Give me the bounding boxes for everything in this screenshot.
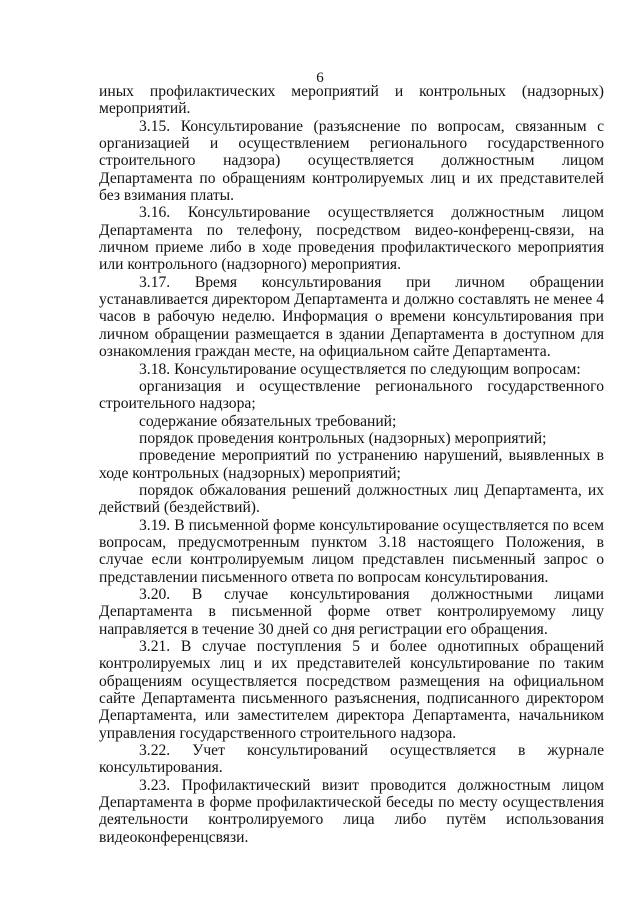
paragraph-3-20: 3.20. В случае консультирования должностными лицами Департамента в письменной форме ответ контролируемому лицу направляется в течение 30 дней со дня регистрации его обращения. <box>99 585 604 638</box>
paragraph-3-15: 3.15. Консультирование (разъяснение по вопросам, связанным с организацией и осуществлением регионального государственного строительного надзора) осуществляется должностным лицом Департамента по обращениям контролируемых лиц и их представителей без взимания платы. <box>99 117 604 205</box>
list-item-consulting-topic: порядок проведения контрольных (надзорных) мероприятий; <box>139 429 547 447</box>
paragraph-3-22: 3.22. Учет консультирований осуществляется в журнале консультирования. <box>99 742 604 777</box>
list-item-consulting-topic: организация и осуществление регионального государственного строительного надзора; <box>99 377 604 413</box>
document-body <box>99 83 604 846</box>
paragraph-3-16: 3.16. Консультирование осуществляется должностным лицом Департамента по телефону, посредством видео-конференц-связи, на личном приеме либо в ходе проведения профилактического мероприятия или контрольного (надзорного) мероприятия. <box>99 204 604 274</box>
paragraph-continuation: иных профилактических мероприятий и контрольных (надзорных) мероприятий. <box>99 83 604 118</box>
paragraph-3-23: 3.23. Профилактический визит проводится должностным лицом Департамента в форме профилактической беседы по месту осуществления деятельности контролируемого лица либо путём использования видеоконференцсвязи. <box>99 776 604 846</box>
paragraph-3-19: 3.19. В письменной форме консультирование осуществляется по всем вопросам, предусмотренным пунктом 3.18 настоящего Положения, в случае если контролируемым лицом представлен письменный запрос о представлении письменного ответа по вопросам консультирования. <box>99 516 604 586</box>
list-item-consulting-topic: порядок обжалования решений должностных лиц Департамента, их действий (бездействий). <box>99 481 604 517</box>
paragraph-3-21: 3.21. В случае поступления 5 и более однотипных обращений контролируемых лиц и их представителей консультирование по таким обращениям осуществляется посредством размещения на официальном сайте Департамента письменного разъяснения, подписанного директором Департамента, или заместителем директора Департамента, начальником управления государственного строительного надзора. <box>99 638 604 742</box>
page-number: 6 <box>316 70 324 86</box>
list-item-consulting-topic: содержание обязательных требований; <box>139 412 397 430</box>
paragraph-3-17: 3.17. Время консультирования при личном обращении устанавливается директором Департамента и должно составлять не менее 4 часов в рабочую неделю. Информация о времени консультирования при личном обращении размещается в здании Департамента в доступном для ознакомления граждан месте, на официальном сайте Департамента. <box>99 273 604 361</box>
paragraph-3-18: 3.18. Консультирование осуществляется по следующим вопросам: <box>139 360 581 378</box>
list-item-consulting-topic: проведение мероприятий по устранению нарушений, выявленных в ходе контрольных (надзорных) мероприятий; <box>99 447 604 482</box>
